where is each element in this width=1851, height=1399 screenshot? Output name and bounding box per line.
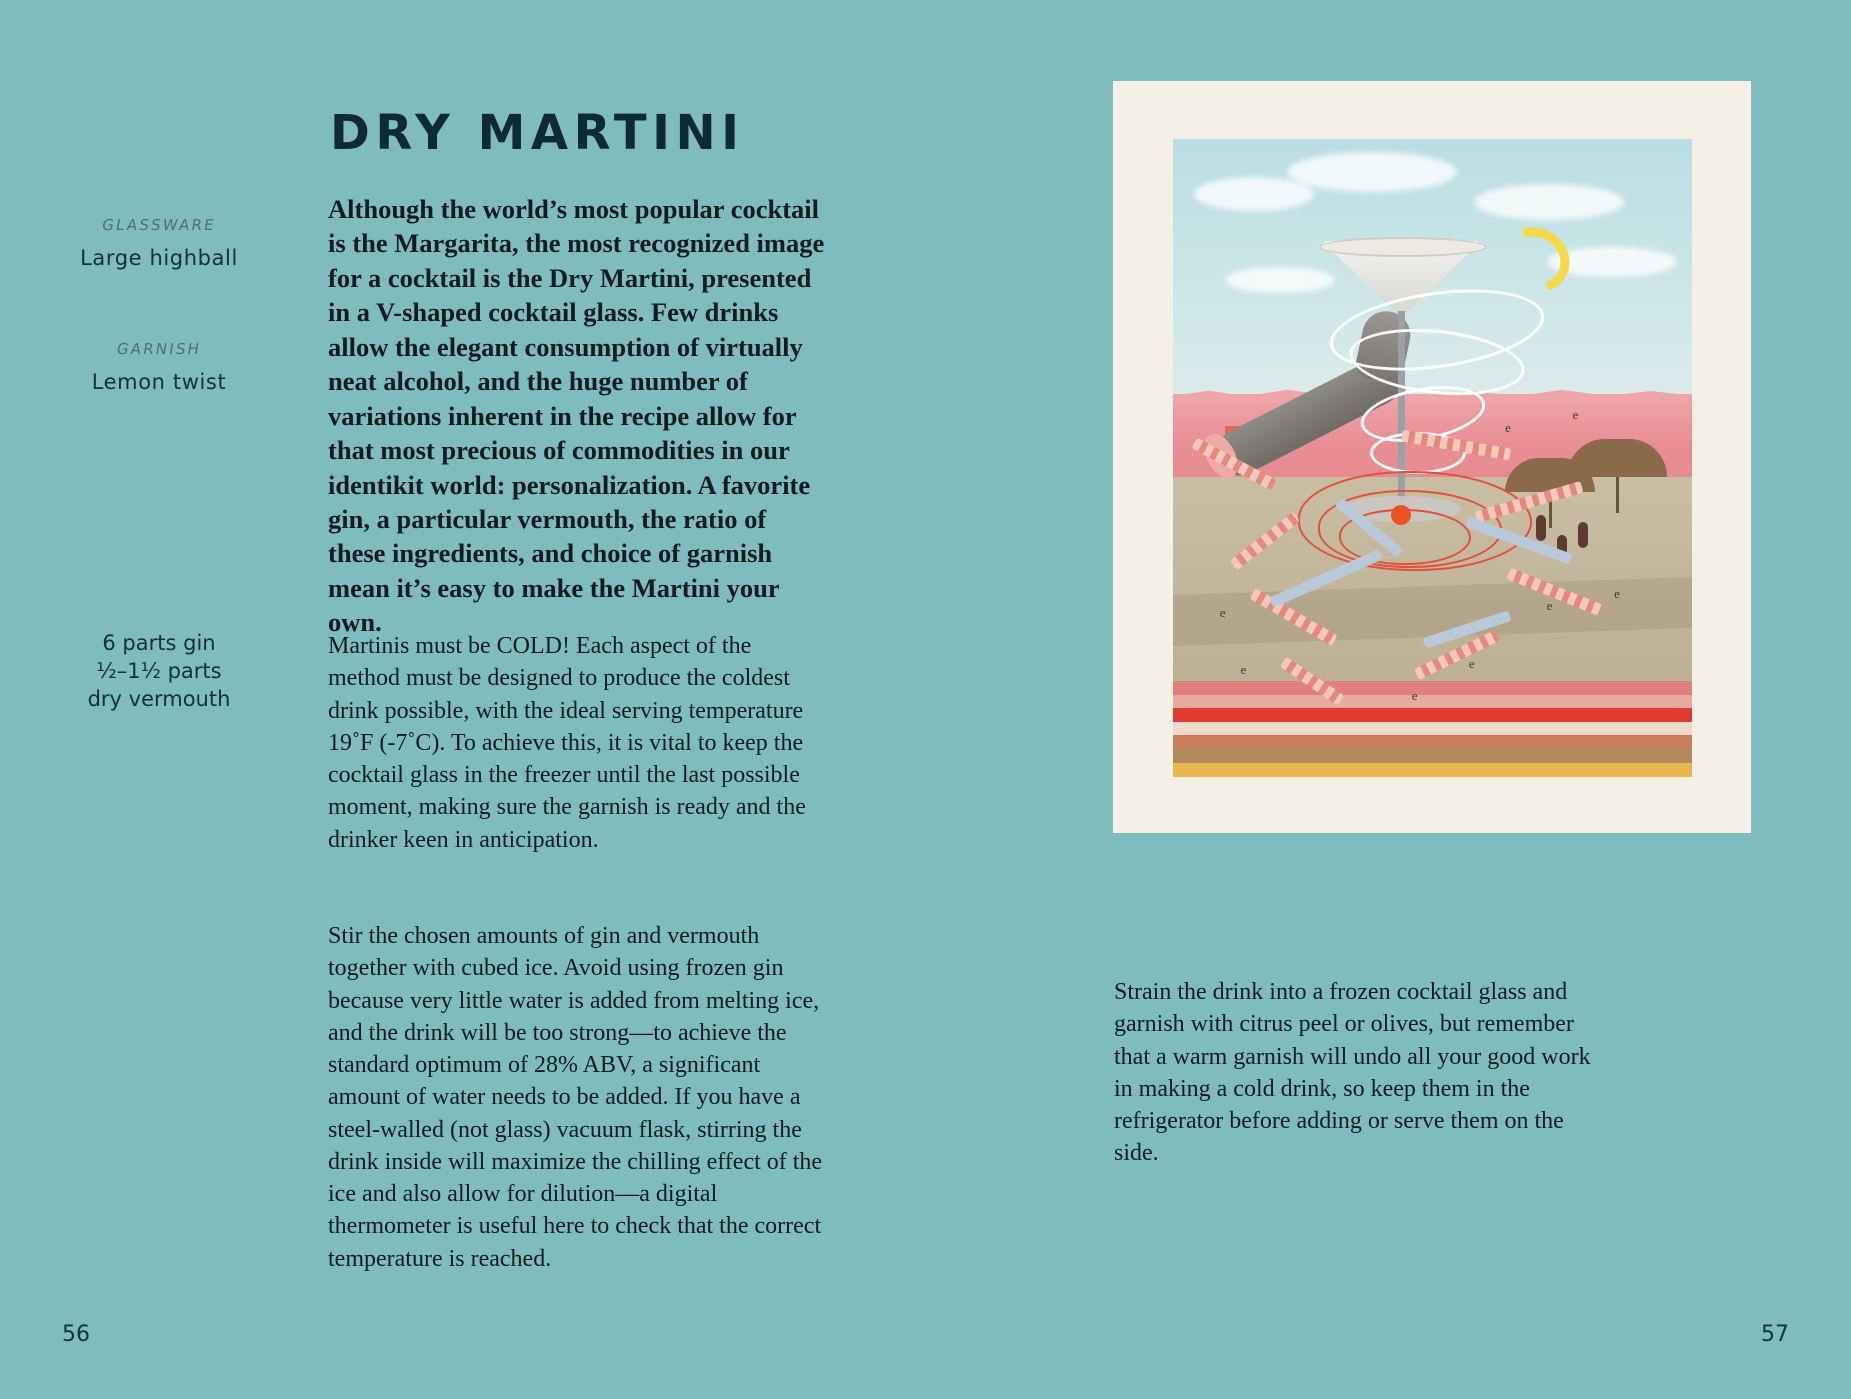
measures-block (44, 630, 274, 714)
measure-line: 6 parts gin (102, 631, 216, 655)
garnish-label: GARNISH (115, 340, 203, 358)
leg-mark: e (1468, 655, 1475, 671)
measure-line: ½–1½ parts (96, 658, 222, 683)
cloud-icon (1225, 267, 1335, 293)
glassware-value: Large highball (80, 246, 238, 270)
garnish-value: Lemon twist (91, 370, 227, 394)
color-band (1173, 763, 1692, 777)
illustration-caption (1114, 952, 1614, 1194)
right-page (1040, 0, 1851, 1399)
glassware-block (44, 216, 274, 272)
cloud-icon (1194, 177, 1314, 211)
glassware-label: GLASSWARE (100, 216, 218, 234)
method-paragraph-1 (328, 630, 828, 856)
leg-mark: e (1219, 604, 1226, 620)
color-band (1173, 708, 1692, 722)
garnish-block (44, 340, 274, 396)
illustration-plate (1113, 81, 1751, 833)
page-title: DRY MARTINI (330, 105, 745, 161)
leg-mark: e (1546, 598, 1553, 614)
color-band (1173, 681, 1692, 695)
color-band (1173, 722, 1692, 735)
method-text-2: Stir the chosen amounts of gin and vermouth together with cubed ice. Avoid using frozen gin because very little water is added from melting ice, and the drink will be too strong—to achieve the standard optimum of 28% ABV, a significant amount of water needs to be added. If you have a steel-walled (not glass) vacuum flask, stirring the drink inside will maximize the chilling effect of the ice and also allow for dilution—a digital thermometer is useful here to check that the correct temperature is reached. (328, 923, 823, 1272)
beach-figure (1536, 515, 1546, 541)
cocktail-illustration (1173, 139, 1692, 777)
cloud-icon (1474, 184, 1624, 220)
leg-mark: e (1505, 419, 1511, 435)
leg-mark: e (1240, 662, 1247, 678)
method-paragraph-2 (328, 920, 828, 1275)
intro-text: Although the world’s most popular cocktail is the Margarita, the most recognized image for a cocktail is the Dry Martini, presented in a V-shaped cocktail glass. Few drinks allow the elegant consumption of virtually neat alcohol, and the huge number of variations inherent in the recipe allow for that most precious of commodities in our identikit world: personalization. A favorite gin, a particular vermouth, the ratio of these ingredients, and choice of garnish mean it’s easy to make the Martini your own. (328, 194, 825, 638)
color-band (1173, 695, 1692, 708)
method-text-1: Martinis must be COLD! Each aspect of the method must be designed to produce the coldest drink possible, with the ideal serving temperature 19˚F (-7˚C). To achieve this, it is vital to keep the cocktail glass in the freezer until the last possible moment, making sure the garnish is ready and the drinker keen in anticipation. (328, 633, 806, 853)
folio-right: 57 (1761, 1322, 1789, 1347)
cloud-icon (1287, 152, 1457, 192)
leg-mark: e (1411, 687, 1418, 703)
measure-line: dry vermouth (87, 686, 231, 711)
martini-glass-rim (1319, 237, 1487, 257)
color-band (1173, 748, 1692, 763)
caption-text: Strain the drink into a frozen cocktail glass and garnish with citrus peel or olives, but remember that a warm garnish will undo all your good work in making a cold drink, so keep them in the refrigerator before adding or serve them on the side. (1114, 979, 1591, 1167)
leg-mark: e (1572, 406, 1579, 422)
intro-paragraph (328, 192, 828, 640)
beach-figure (1578, 522, 1588, 548)
leg-mark: e (1614, 585, 1620, 601)
color-band (1173, 735, 1692, 748)
folio-left: 56 (62, 1322, 90, 1347)
